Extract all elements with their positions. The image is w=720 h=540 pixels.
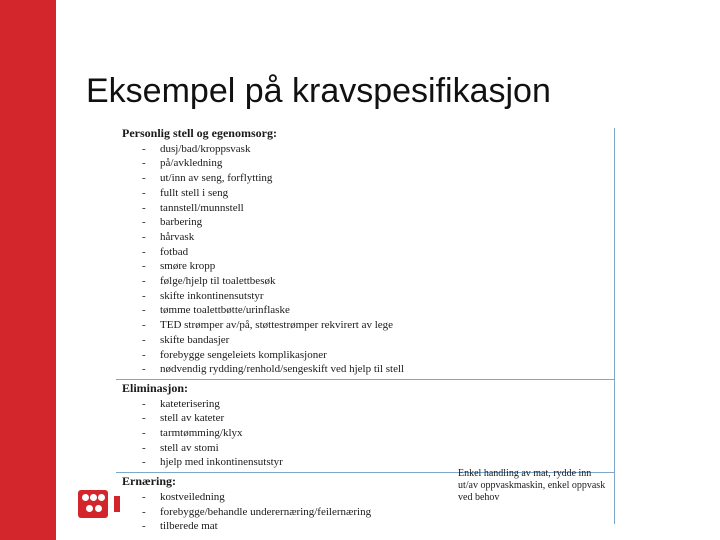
bullet-dash: - (142, 397, 146, 410)
organization-logo-icon (78, 490, 108, 518)
list-item-text: tarmtømming/klyx (160, 427, 243, 439)
bullet-dash: - (142, 363, 146, 376)
list-item (116, 245, 606, 259)
requirements-document (116, 124, 616, 533)
bullet-dash: - (142, 172, 146, 185)
list-item-text: forebygge/behandle underernæring/feilernæring (160, 505, 372, 518)
list-item (116, 274, 606, 288)
list-item-text: dusj/bad/kroppsvask (160, 142, 251, 155)
list-item-text: tømme toalettbøtte/urinflaske (160, 304, 290, 317)
list-item (116, 348, 606, 362)
bullet-dash: - (142, 157, 146, 170)
list-item-text: på/avkledning (160, 157, 223, 170)
list-item-text: kostveiledning (160, 490, 225, 503)
list-item-text: TED strømper av/på, støttestrømper rekvirert av lege (160, 319, 394, 332)
list-item (116, 215, 606, 229)
list-item (116, 171, 606, 185)
list-item (116, 303, 606, 317)
list-item-text: nødvendig rydding/renhold/sengeskift ved hjelp til stell (160, 363, 405, 376)
bullet-dash: - (142, 490, 146, 503)
bullet-dash: - (142, 427, 146, 439)
list-item (116, 490, 446, 504)
bullet-dash: - (142, 441, 146, 454)
list-item (116, 259, 606, 273)
bullet-dash: - (142, 230, 146, 243)
bullet-dash: - (142, 520, 146, 533)
slide-title: Eksempel på kravspesifikasjon (86, 72, 551, 110)
list-item (116, 230, 606, 244)
list-item-text: barbering (160, 216, 203, 229)
list-item-text: kateterisering (160, 397, 220, 410)
bullet-dash: - (142, 348, 146, 361)
list-item (116, 397, 606, 411)
left-red-band (0, 0, 56, 540)
list-item (116, 362, 606, 376)
bullet-dash: - (142, 505, 146, 518)
list-item-text: tilberede mat (160, 520, 218, 533)
list-item-text: stell av stomi (160, 441, 219, 454)
bullet-dash: - (142, 186, 146, 199)
list-item-text: ut/inn av seng, forflytting (160, 172, 273, 185)
list-item (116, 142, 606, 156)
list-item-text: smøre kropp (160, 260, 216, 273)
bullet-dash: - (142, 456, 146, 469)
list-item (116, 201, 606, 215)
table-vertical-border (614, 128, 615, 524)
section-heading: Ernæring: (122, 474, 176, 489)
list-item-text: forebygge sengeleiets komplikasjoner (160, 348, 327, 361)
bullet-dash: - (142, 289, 146, 302)
bullet-dash: - (142, 245, 146, 258)
section-heading: Eliminasjon: (122, 380, 189, 395)
bullet-dash: - (142, 142, 146, 155)
logo-mark-icon (114, 496, 120, 512)
list-item-text: skifte bandasjer (160, 333, 230, 346)
list-item (116, 519, 446, 533)
list-item-text: stell av kateter (160, 412, 225, 425)
list-item-text: tannstell/munnstell (160, 201, 244, 214)
bullet-dash: - (142, 201, 146, 214)
section-divider (116, 379, 614, 380)
side-note: Enkel handling av mat, rydde inn ut/av oppvaskmaskin, enkel oppvask ved behov (458, 468, 606, 503)
list-item-text: skifte inkontinensutstyr (160, 289, 264, 302)
list-item-text: hårvask (160, 230, 195, 243)
list-item (116, 505, 446, 519)
bullet-dash: - (142, 333, 146, 346)
list-item (116, 333, 606, 347)
list-item-text: fullt stell i seng (160, 186, 229, 199)
list-item (116, 411, 606, 425)
list-item (116, 289, 606, 303)
list-item-text: følge/hjelp til toalettbesøk (160, 275, 276, 287)
bullet-dash: - (142, 275, 146, 287)
list-item (116, 441, 606, 455)
bullet-dash: - (142, 304, 146, 317)
list-item-text: hjelp med inkontinensutstyr (160, 456, 283, 469)
bullet-dash: - (142, 412, 146, 425)
list-item (116, 156, 606, 170)
list-item (116, 186, 606, 200)
bullet-dash: - (142, 319, 146, 332)
section-heading: Personlig stell og egenomsorg: (122, 126, 277, 140)
bullet-dash: - (142, 216, 146, 229)
list-item (116, 426, 606, 440)
bullet-dash: - (142, 260, 146, 273)
list-item-text: fotbad (160, 245, 189, 258)
list-item (116, 318, 606, 332)
